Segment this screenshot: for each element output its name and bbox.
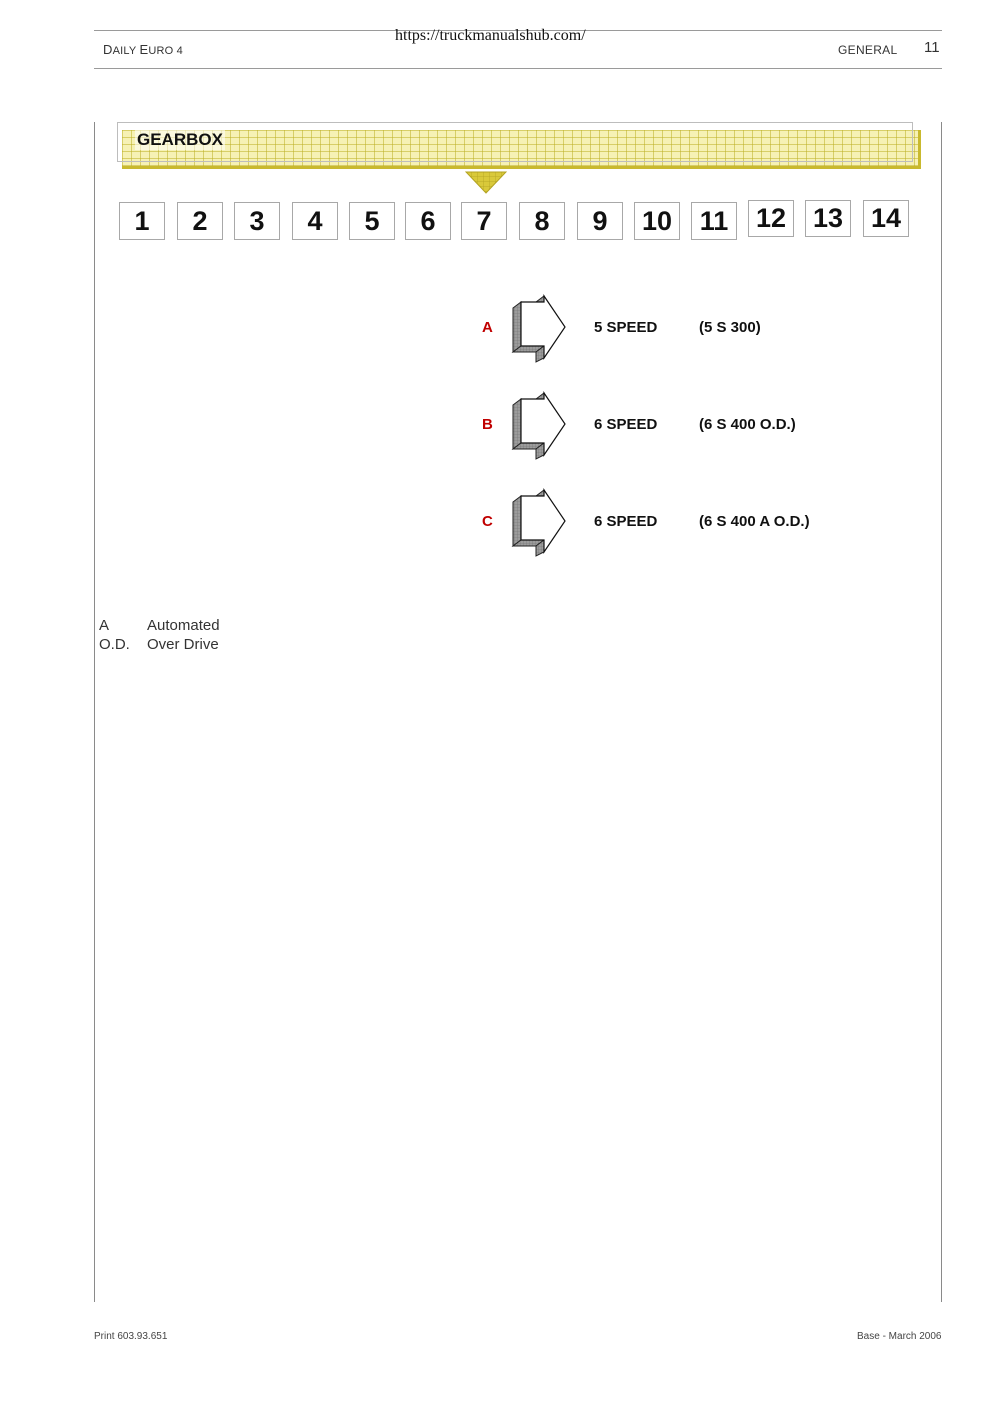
section-name: GENERAL [838, 43, 898, 57]
legend-meaning-automated: Automated [147, 617, 220, 634]
section-number-5[interactable]: 5 [349, 202, 395, 240]
section-number-13[interactable]: 13 [805, 200, 851, 237]
section-number-4[interactable]: 4 [292, 202, 338, 240]
footer-print-ref: Print 603.93.651 [94, 1331, 168, 1342]
variant-b-speed: 6 SPEED [594, 416, 658, 433]
section-number-3[interactable]: 3 [234, 202, 280, 240]
variant-c-letter: C [482, 513, 493, 530]
variant-b-arrow-icon[interactable] [508, 389, 570, 461]
section-number-10[interactable]: 10 [634, 202, 680, 240]
section-number-12[interactable]: 12 [748, 200, 794, 237]
page-number: 11 [924, 39, 940, 56]
section-number-1[interactable]: 1 [119, 202, 165, 240]
section-number-7[interactable]: 7 [461, 202, 507, 240]
left-frame-line [94, 122, 95, 1302]
section-number-8[interactable]: 8 [519, 202, 565, 240]
header-bottom-rule [94, 68, 942, 69]
variant-a-code: (5 S 300) [699, 319, 761, 336]
title-box [117, 122, 913, 162]
variant-c-code: (6 S 400 A O.D.) [699, 513, 810, 530]
legend-abbr-automated: A [99, 617, 110, 634]
header-url[interactable]: https://truckmanualshub.com/ [395, 27, 586, 44]
section-number-9[interactable]: 9 [577, 202, 623, 240]
footer-edition: Base - March 2006 [857, 1331, 942, 1342]
right-frame-line [941, 122, 942, 1302]
variant-a-speed: 5 SPEED [594, 319, 658, 336]
variant-a-arrow-icon[interactable] [508, 292, 570, 364]
manual-title: DAILY EURO 4 [103, 42, 183, 57]
legend-meaning-overdrive: Over Drive [147, 636, 219, 653]
section-number-11[interactable]: 11 [691, 202, 737, 240]
variant-b-letter: B [482, 416, 493, 433]
variant-a-letter: A [482, 319, 493, 336]
variant-c-speed: 6 SPEED [594, 513, 658, 530]
variant-c-arrow-icon[interactable] [508, 486, 570, 558]
legend-abbr-overdrive: O.D. [99, 636, 130, 653]
section-number-14[interactable]: 14 [863, 200, 909, 237]
section-number-2[interactable]: 2 [177, 202, 223, 240]
selected-section-pointer-icon [465, 171, 507, 195]
page-title: GEARBOX [137, 130, 223, 149]
variant-b-code: (6 S 400 O.D.) [699, 416, 796, 433]
section-number-6[interactable]: 6 [405, 202, 451, 240]
